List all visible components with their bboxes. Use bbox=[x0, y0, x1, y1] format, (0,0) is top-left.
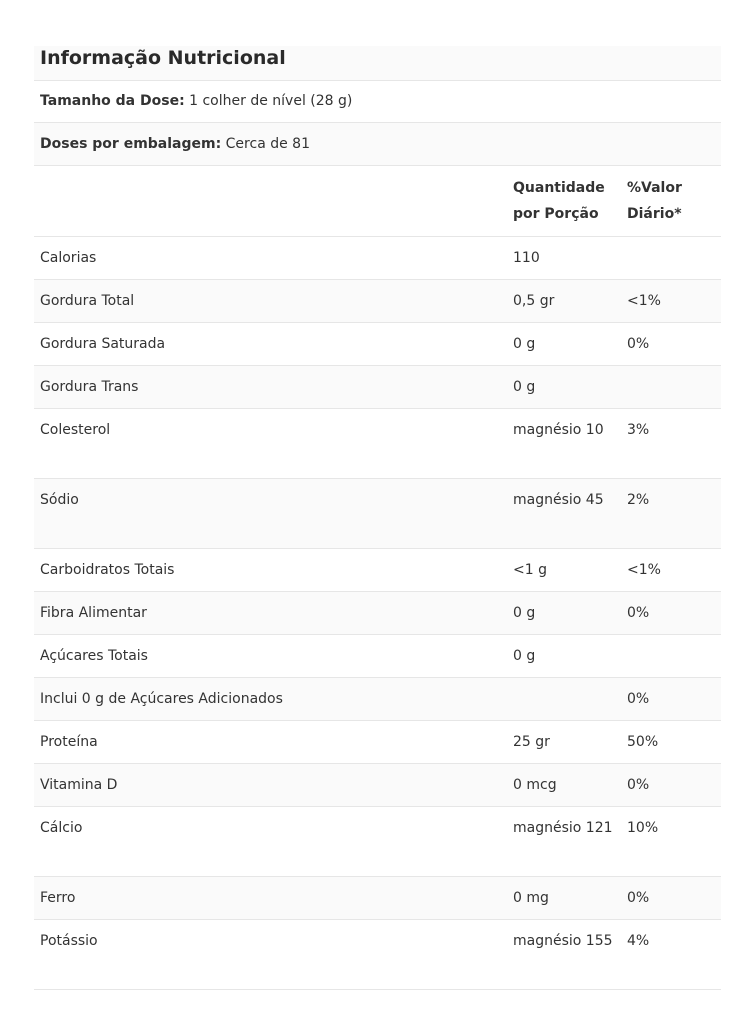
nutrient-daily-value: <1% bbox=[627, 562, 661, 578]
nutrient-daily-value: 0% bbox=[627, 605, 650, 621]
nutrient-amount: 0 g bbox=[513, 605, 536, 621]
table-row bbox=[34, 592, 721, 635]
nutrient-amount: 0 g bbox=[513, 336, 536, 352]
nutrient-amount: 25 gr bbox=[513, 734, 550, 750]
nutrient-name: Fibra Alimentar bbox=[40, 605, 147, 621]
table-row bbox=[34, 920, 721, 990]
nutrient-name: Ferro bbox=[40, 890, 76, 906]
nutrient-name: Potássio bbox=[40, 933, 98, 949]
nutrient-amount: 0 mcg bbox=[513, 777, 557, 793]
table-row bbox=[34, 549, 721, 592]
nutrient-amount: magnésio 45 bbox=[513, 492, 604, 508]
table-row bbox=[34, 280, 721, 323]
nutrient-name: Inclui 0 g de Açúcares Adicionados bbox=[40, 691, 283, 707]
nutrient-name: Colesterol bbox=[40, 422, 111, 438]
nutrient-amount: magnésio 10 bbox=[513, 422, 604, 438]
nutrition-facts-panel bbox=[34, 46, 721, 976]
table-row bbox=[34, 409, 721, 479]
table-row bbox=[34, 764, 721, 807]
nutrient-name: Açúcares Totais bbox=[40, 648, 148, 664]
nutrient-amount: 0,5 gr bbox=[513, 293, 555, 309]
doses-row bbox=[34, 123, 721, 166]
nutrient-name: Gordura Trans bbox=[40, 379, 139, 395]
nutrient-amount: 0 mg bbox=[513, 890, 549, 906]
nutrient-amount: 110 bbox=[513, 250, 540, 266]
daily-value-header: %Valor Diário* bbox=[627, 180, 682, 222]
table-header-row bbox=[34, 166, 721, 237]
table-row bbox=[34, 237, 721, 280]
amount-header: Quantidade por Porção bbox=[513, 180, 605, 222]
table-row bbox=[34, 635, 721, 678]
nutrient-amount: <1 g bbox=[513, 562, 547, 578]
doses-value: Cerca de 81 bbox=[225, 136, 310, 152]
nutrition-title: Informação Nutricional bbox=[40, 47, 286, 69]
nutrient-name: Vitamina D bbox=[40, 777, 118, 793]
nutrient-daily-value: 0% bbox=[627, 777, 650, 793]
nutrient-daily-value: <1% bbox=[627, 293, 661, 309]
nutrition-title-row bbox=[34, 46, 721, 81]
nutrient-daily-value: 10% bbox=[627, 820, 659, 836]
nutrient-daily-value: 4% bbox=[627, 933, 650, 949]
nutrient-daily-value: 0% bbox=[627, 336, 650, 352]
nutrient-amount: 0 g bbox=[513, 648, 536, 664]
nutrient-name: Sódio bbox=[40, 492, 79, 508]
nutrient-name: Carboidratos Totais bbox=[40, 562, 175, 578]
serving-size-value: 1 colher de nível (28 g) bbox=[189, 93, 353, 109]
nutrient-daily-value: 0% bbox=[627, 691, 650, 707]
nutrient-amount: magnésio 121 bbox=[513, 820, 613, 836]
nutrient-amount: 0 g bbox=[513, 379, 536, 395]
nutrient-name: Gordura Total bbox=[40, 293, 135, 309]
nutrient-daily-value: 0% bbox=[627, 890, 650, 906]
nutrient-daily-value: 2% bbox=[627, 492, 650, 508]
nutrient-name: Calorias bbox=[40, 250, 97, 266]
table-row bbox=[34, 678, 721, 721]
nutrient-name: Proteína bbox=[40, 734, 98, 750]
nutrient-daily-value: 50% bbox=[627, 734, 659, 750]
nutrient-name: Gordura Saturada bbox=[40, 336, 166, 352]
table-row bbox=[34, 721, 721, 764]
table-row bbox=[34, 323, 721, 366]
nutrient-amount: magnésio 155 bbox=[513, 933, 613, 949]
doses-label: Doses por embalagem: bbox=[40, 136, 222, 152]
nutrient-name: Cálcio bbox=[40, 820, 83, 836]
table-row bbox=[34, 479, 721, 549]
serving-size-label: Tamanho da Dose: bbox=[40, 93, 185, 109]
table-row bbox=[34, 807, 721, 877]
table-row bbox=[34, 366, 721, 409]
table-row bbox=[34, 877, 721, 920]
nutrient-daily-value: 3% bbox=[627, 422, 650, 438]
serving-size-row bbox=[34, 80, 721, 123]
